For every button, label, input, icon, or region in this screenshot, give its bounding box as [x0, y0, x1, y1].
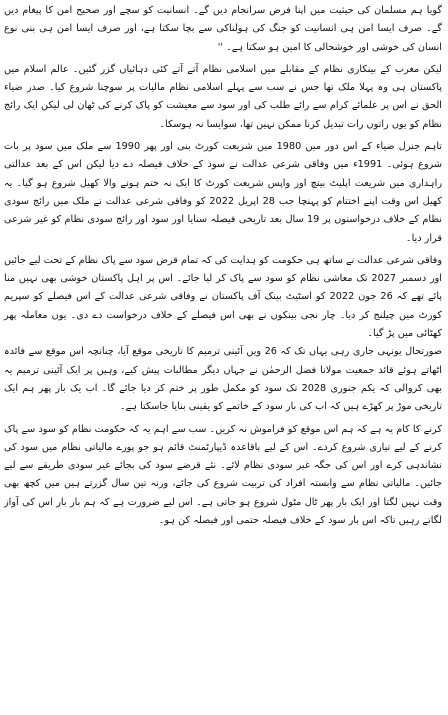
article-paragraph-3: تاہم جنرل ضیاء کے اس دور میں 1980 میں شریعت کورٹ بنی اور پھر 1990 سے ملک میں سود پر بات شروع ہوئی۔ 1991ء میں وفاقی شرعی عدالت نے سود کے خلاف فیصلہ دے دیا لیکن اس کے بعد عدالتی راہداری میں شریعت اپلیٹ بینچ اور واپس شریعت کورٹ کا ایک نہ ختم ہونے والا کھیل شروع ہو گیا۔ یہ کھیل اس وقت اپنے اختتام کو پہنچا جب 28 اپریل 2022 کو وفاقی شرعی عدالت نے ملک میں رائج سودی نظام کے خلاف درخواستوں پر 19 سال بعد تاریخی فیصلہ سنایا اور سود اور رائج سودی نظام کو غیر شرعی قرار دیا۔: [4, 141, 442, 244]
article-paragraph-4: وفاقی شرعی عدالت نے ساتھ ہی حکومت کو ہدایت کی کہ تمام قرض سود سے پاک نظام کے تحت لیے جائیں اور دسمبر 2027 تک معاشی نظام کو سود سے پاک کر لیا جائے۔ اس پر اہل پاکستان خوشی بھی نہیں منا پائے تھے کہ 26 جون 2022 کو اسٹیٹ بینک آف پاکستان نے وفاقی شرعی عدالت کے اس فیصلے کو سپریم کورٹ میں چیلنج کر دیا۔ چار نجی بینکوں نے بھی اس فیصلے کے خلاف درخواست دے دی۔ یوں معاملہ پھر کھٹائی میں پڑ گیا۔: [4, 254, 443, 340]
article-paragraph-2: لیکن مغرب کے بینکاری نظام کے مقابلے میں اسلامی نظام آتے آتے کئی دہائیاں گزر گئیں۔ عالم اسلام میں پاکستان ہی وہ پہلا ملک تھا جس نے سب سے پہلے اسلامی نظام مالیات پر سوچنا شروع کیا۔ صدر ضیاء الحق نے اس پر علمائے کرام سے رائے طلب کی اور سود سے معیشت کو پاک کرنے کی ٹھان لی لیکن ایک رائج نظام کو یوں راتوں رات تبدیل کرنا ممکن نہیں تھا، سوایسا نہ ہوسکا۔: [4, 63, 442, 130]
article-paragraph-1: گویا ہم مسلمان کی حیثیت میں اپنا فرض سرانجام دیں گے۔ انسانیت کو سچے اور صحیح امن کا پیغام دیں گے۔ صرف ایسا امن ہی انسانیت کو جنگ کی ہولناکی سے بچا سکتا ہے، اور صرف ایسا امن ہی بنی نوع انسان کی خوشی اور خوشحالی کا امین ہو سکتا ہے۔ '': [4, 5, 442, 53]
article-paragraph-6: کرنے کا کام یہ ہے کہ ہم اس موقع کو فراموش نہ کریں۔ سب سے اہم یہ کہ حکومت نظام کو سود سے پاک کرنے کے لیے تیاری شروع کردے۔ اس کے لیے باقاعدہ ڈیپارٹمنٹ قائم ہو جو پورے مالیاتی نظام میں سود کی نشاندہی کرے اور اس کی جگہ غیر سودی نظام لائے۔ نئے قرضے سود کی بجائے غیر سودی طریقے سے لیے جائیں۔ مالیاتی نظام سے وابستہ افراد کی تربیت شروع کی جائے، ورنہ تین سال گزرتے ہیں میں کچھ بھی وقت نہیں لگتا اور ایک بار پھر ٹال مٹول شروع ہو جاتی ہے۔ اس لیے ضرورت ہے کہ ہم بار بار اس کی آواز لگاتے رہیں تاکہ اس بار سود کے خلاف فیصلہ حتمی اور فیصلہ کن ہو۔: [4, 423, 442, 527]
article-paragraph-5: صورتحال یونہی جاری رہی یہاں تک کہ 26 ویں آئینی ترمیم کا تاریخی موقع آیا، چنانچہ اس موقع سے فائدہ اٹھاتے ہوئے قائد جمعیت مولانا فضل الرحمٰن نے جہاں دیگر مطالبات پیش کیے، وہیں پر ایک آئینی ترمیم یہ بھی کروالی کہ یکم جنوری 2028 تک سود کو مکمل طور پر ختم کر دیا جائے گا۔ اب یک بار پھر ہم ایک تاریخی موڑ پر کھڑے ہیں کہ اب کی بار سود کے خاتمے کو یقینی بنایا جاسکتا ہے۔: [4, 346, 443, 413]
